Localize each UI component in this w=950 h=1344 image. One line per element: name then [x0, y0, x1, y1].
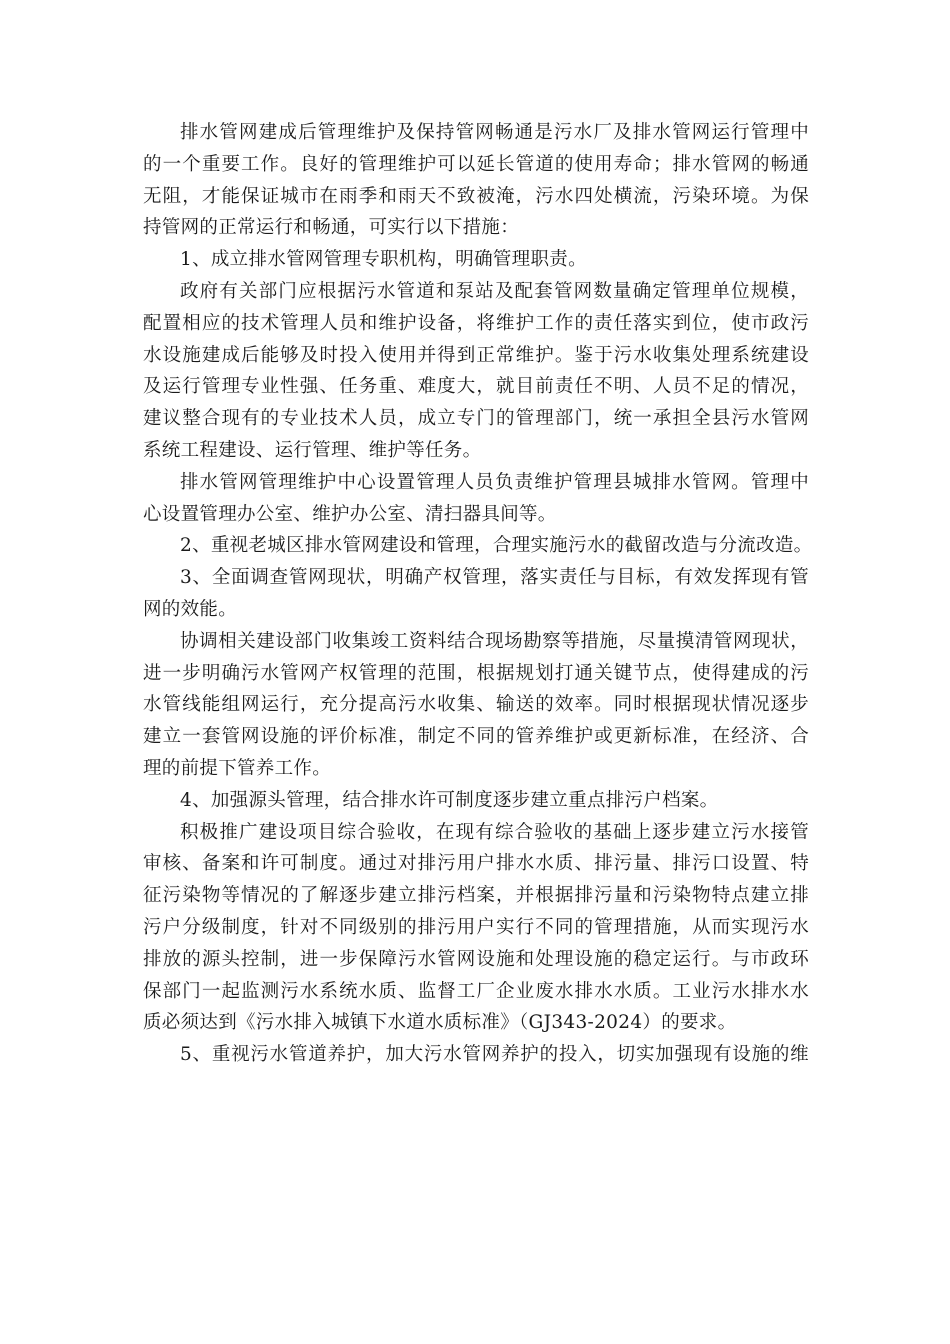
- paragraph-line: 保部门一起监测污水系统水质、监督工厂企业废水排水水质。工业污水排水水: [143, 980, 809, 1002]
- paragraph-line: 质必须达到《污水排入城镇下水道水质标准》（GJ343-2024）的要求。: [143, 1012, 737, 1034]
- paragraph-line: 征污染物等情况的了解逐步建立排污档案，并根据排污量和污染物特点建立排: [143, 885, 809, 907]
- paragraph: [143, 467, 809, 531]
- paragraph-line: 积极推广建设项目综合验收，在现有综合验收的基础上逐步建立污水接管: [180, 821, 809, 843]
- paragraph: [143, 117, 809, 244]
- paragraph-line: 心设置管理办公室、维护办公室、清扫器具间等。: [143, 503, 557, 525]
- paragraph: [143, 1039, 809, 1071]
- paragraph-line: 水管线能组网运行，充分提高污水收集、输送的效率。同时根据现状情况逐步: [143, 694, 809, 716]
- paragraph-line: 排水管网管理维护中心设置管理人员负责维护管理县城排水管网。管理中: [180, 471, 809, 493]
- paragraph-line: 5、重视污水管道养护，加大污水管网养护的投入，切实加强现有设施的维: [180, 1044, 809, 1066]
- paragraph: [143, 244, 809, 276]
- paragraph-line: 政府有关部门应根据污水管道和泵站及配套管网数量确定管理单位规模，: [180, 280, 809, 302]
- paragraph-line: 持管网的正常运行和畅通，可实行以下措施：: [143, 217, 520, 239]
- paragraph-line: 进一步明确污水管网产权管理的范围，根据规划打通关键节点，使得建成的污: [143, 662, 809, 684]
- paragraph: [143, 626, 809, 785]
- paragraph-line: 建立一套管网设施的评价标准，制定不同的管养维护或更新标准，在经济、合: [143, 726, 809, 748]
- paragraph-line: 理的前提下管养工作。: [143, 757, 332, 779]
- paragraph-line: 2、重视老城区排水管网建设和管理，合理实施污水的截留改造与分流改造。: [180, 535, 813, 557]
- paragraph: [143, 785, 809, 817]
- paragraph-line: 排放的源头控制，进一步保障污水管网设施和处理设施的稳定运行。与市政环: [143, 948, 809, 970]
- paragraph-line: 配置相应的技术管理人员和维护设备，将维护工作的责任落实到位，使市政污: [143, 312, 809, 334]
- paragraph-line: 建议整合现有的专业技术人员，成立专门的管理部门，统一承担全县污水管网: [143, 408, 809, 430]
- paragraph-line: 网的效能。: [143, 598, 238, 620]
- paragraph-line: 审核、备案和许可制度。通过对排污用户排水水质、排污量、排污口设置、特: [143, 853, 809, 875]
- paragraph: [143, 562, 809, 626]
- paragraph-line: 3、全面调查管网现状，明确产权管理，落实责任与目标，有效发挥现有管: [180, 567, 809, 589]
- paragraph-line: 水设施建成后能够及时投入使用并得到正常维护。鉴于污水收集处理系统建设: [143, 344, 809, 366]
- paragraph-line: 4、加强源头管理，结合排水许可制度逐步建立重点排污户档案。: [180, 789, 719, 811]
- paragraph-line: 及运行管理专业性强、任务重、难度大，就目前责任不明、人员不足的情况，: [143, 376, 809, 398]
- paragraph-line: 排水管网建成后管理维护及保持管网畅通是污水厂及排水管网运行管理中: [180, 122, 809, 143]
- paragraph-line: 污户分级制度，针对不同级别的排污用户实行不同的管理措施，从而实现污水: [143, 916, 809, 938]
- document-body: [143, 117, 813, 1071]
- paragraph-line: 协调相关建设部门收集竣工资料结合现场勘察等措施，尽量摸清管网现状，: [180, 630, 809, 652]
- paragraph: [143, 530, 813, 562]
- paragraph-line: 的一个重要工作。良好的管理维护可以延长管道的使用寿命；排水管网的畅通: [143, 153, 809, 175]
- paragraph-line: 无阻，才能保证城市在雨季和雨天不致被淹，污水四处横流，污染环境。为保: [143, 185, 809, 207]
- paragraph-line: 1、成立排水管网管理专职机构，明确管理职责。: [180, 249, 587, 271]
- paragraph: [143, 276, 809, 467]
- paragraph-line: 系统工程建设、运行管理、维护等任务。: [143, 439, 482, 461]
- paragraph: [143, 817, 809, 1040]
